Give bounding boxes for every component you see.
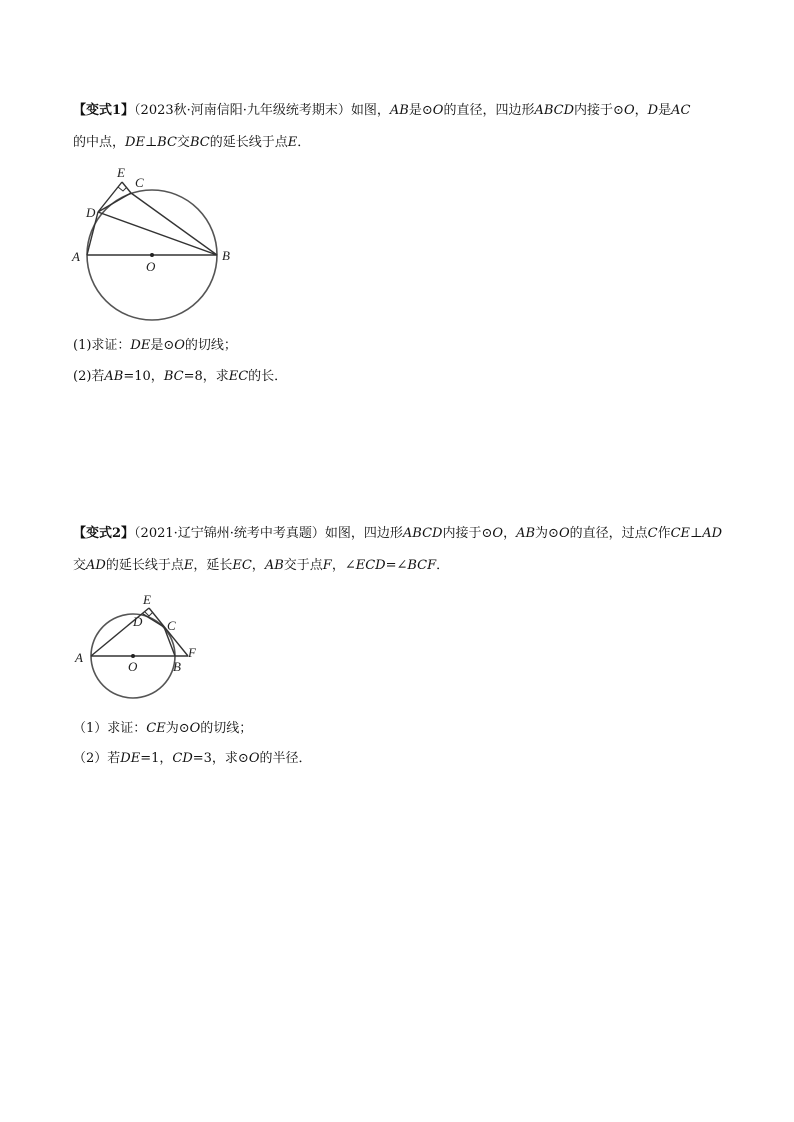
label-b: B [173,659,181,674]
label-b: B [222,248,230,263]
math-var: O [248,751,260,766]
math-var: DE [125,135,145,150]
label-c: C [135,175,144,190]
text: ． [436,558,450,573]
math-var: BCF [407,558,437,573]
text: 的中点， [73,135,126,150]
math-var: AC [671,103,691,118]
math-var: DE [120,751,141,766]
text: ． [297,135,311,150]
text: 作 [657,526,671,541]
text: 内接于⊙ [574,103,624,118]
segment-dc [143,614,164,627]
segment-cb [131,193,217,255]
math-var: F [322,558,332,573]
math-var: ECD [355,558,386,573]
label-o: O [146,259,156,274]
math-var: DE [130,338,151,353]
problem2-source: （2021·辽宁锦州·统考中考真题） [134,526,325,541]
problem2-question1 [73,720,252,738]
text: 的切线； [184,338,237,353]
problem1-statement-line2 [73,134,310,152]
label-c: C [167,618,176,633]
math-var: CD [172,751,193,766]
problem1-question2 [73,368,287,386]
text: 交于点 [283,558,323,573]
math-var: ABCD [402,526,443,541]
text: 的直径，四边形 [443,103,535,118]
text: 交 [176,135,190,150]
text: 的切线； [200,721,253,736]
text: 为⊙ [535,526,559,541]
label-a: A [72,249,80,264]
text: (1)求证： [73,338,131,353]
math-var: CE [146,721,166,736]
math-var: C [647,526,658,541]
problem2-tag: 【变式2】 [73,526,135,541]
center-point [150,253,154,257]
text: 交 [73,558,87,573]
problem2-figure [70,590,210,705]
text: =∠ [385,558,408,573]
text: =10， [123,369,164,384]
text: 是⊙ [408,103,433,118]
text: 如图， [350,103,390,118]
math-var: BC [189,135,210,150]
math-var: O [174,338,185,353]
label-a: A [75,650,83,665]
segment-db [98,212,217,255]
center-point [131,654,135,658]
text: 的直径，过点 [569,526,648,541]
math-var: E [183,558,194,573]
text: ⊥ [690,526,703,541]
text: （2）若 [73,751,121,766]
problem1-question1 [73,337,237,355]
math-var: BC [163,369,184,384]
text: （1）求证： [73,721,147,736]
problem1-statement-line1 [73,102,690,120]
text: ， [503,526,517,541]
label-o: O [128,659,138,674]
problem1-tag: 【变式1】 [73,103,135,118]
text: ， [251,558,265,573]
problem1-figure [70,165,250,325]
label-e: E [143,592,151,607]
text: 的长． [248,369,288,384]
text: (2)若 [73,369,105,384]
label-e: E [117,165,125,180]
text: =1， [140,751,173,766]
math-var: O [492,526,504,541]
math-var: O [558,526,570,541]
math-var: AB [264,558,284,573]
label-d: D [133,614,143,629]
math-var: AD [86,558,106,573]
math-var: O [432,103,444,118]
math-var: BC [157,135,177,150]
text: 为⊙ [165,721,190,736]
math-var: CE [670,526,691,541]
text: =3，求⊙ [192,751,249,766]
math-var: AD [702,526,723,541]
text: 是 [658,103,672,118]
math-var: EC [232,558,252,573]
math-var: ABCD [534,103,575,118]
text: ，∠ [331,558,356,573]
math-var: AB [104,369,124,384]
text: ⊥ [144,135,158,150]
problem1-source: （2023秋·河南信阳·九年级统考期末） [134,103,351,118]
text: ， [634,103,648,118]
segment-dc [98,193,131,212]
text: ，延长 [193,558,233,573]
math-var: E [287,135,298,150]
label-f: F [188,645,196,660]
right-angle-mark [118,187,127,191]
math-var: O [189,721,201,736]
problem2-statement-line1 [73,525,722,543]
text: 的延长线于点 [105,558,184,573]
math-var: EC [228,369,249,384]
math-var: O [623,103,635,118]
math-var: D [647,103,659,118]
math-var: AB [516,526,536,541]
text: =8，求 [183,369,229,384]
text: 的延长线于点 [209,135,288,150]
text: 内接于⊙ [442,526,493,541]
problem2-statement-line2 [73,557,449,575]
text: 是⊙ [150,338,175,353]
math-var: AB [389,103,409,118]
problem2-question2 [73,750,312,768]
text: 的半径． [259,751,312,766]
label-d: D [86,205,96,220]
text: 如图，四边形 [324,526,403,541]
segment-de [98,182,122,212]
